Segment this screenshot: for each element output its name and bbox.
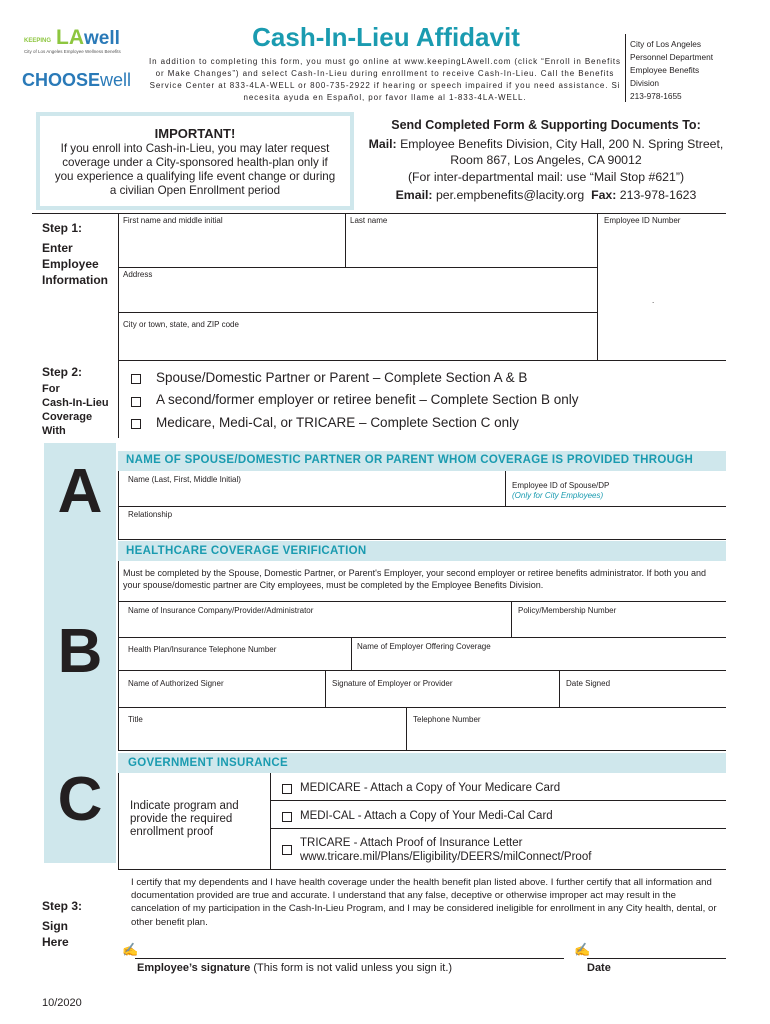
employer-name-field[interactable]: Name of Employer Offering Coverage	[357, 642, 491, 651]
keeping-la-well-logo	[22, 26, 134, 58]
important-box	[36, 112, 354, 210]
department-info	[630, 38, 713, 103]
header-instructions: In addition to completing this form, you must go online at www.keepingLAwell.com (click “Enroll in Benefits or Make Changes”) and select Cash-In-Lieu during enrollment to receive Cash-In-Lieu. Call the Benefits Service Center at 833-4LA-WELL or 800-735-2922 if hearing or speech impaired if you need assistance. Si necesita ayuda en Español, por favor llame al 1-833-4LA-WELL.	[149, 57, 621, 102]
tricare-url[interactable]: www.tricare.mil/Plans/Eligibility/DEERS/milConnect/Proof	[300, 851, 592, 863]
policy-divider	[511, 601, 512, 638]
section-a-bottom	[118, 539, 726, 540]
signature-pen-icon: ✍	[122, 942, 139, 957]
fax-label: Fax:	[591, 188, 617, 202]
send-mail	[366, 136, 726, 168]
form-title: Cash-In-Lieu Affidavit	[252, 22, 520, 52]
logo-well-text: well	[84, 28, 120, 49]
section-a-heading: NAME OF SPOUSE/DOMESTIC PARTNER OR PARENT WHOM COVERAGE IS PROVIDED THROUGH	[126, 454, 694, 466]
signer-row-bottom	[118, 707, 726, 708]
insurer-name-field[interactable]: Name of Insurance Company/Provider/Administrator	[128, 606, 314, 615]
option-spouse-label: Spouse/Domestic Partner or Parent – Complete Section A & B	[156, 370, 528, 385]
employer-divider	[351, 637, 352, 671]
dept-line: 213-978-1655	[630, 91, 682, 101]
policy-number-field[interactable]: Policy/Membership Number	[518, 606, 617, 615]
choose-text: CHOOSE	[22, 70, 101, 90]
employee-signature-line[interactable]	[135, 958, 564, 959]
step1-top-border	[32, 213, 726, 214]
city-row-bottom	[118, 360, 726, 361]
signer-telephone-field[interactable]: Telephone Number	[413, 715, 481, 724]
empid-divider	[597, 213, 598, 361]
date-caption: Date	[587, 962, 611, 974]
medi-cal-label: MEDI-CAL - Attach a Copy of Your Medi-Cal Card	[300, 810, 553, 822]
spouse-name-field[interactable]: Name (Last, First, Middle Initial)	[128, 475, 241, 484]
lastname-divider	[345, 213, 346, 268]
important-title: IMPORTANT!	[154, 126, 236, 141]
section-b-intro: Must be completed by the Spouse, Domestic Partner, or Parent's Employer, your second employer or retiree benefits administrator. If both you and your spouse/domestic partner are City employees, must be completed by the Employee Benefits Division.	[123, 568, 707, 590]
logo-la-text: LA	[56, 26, 84, 49]
relationship-field[interactable]: Relationship	[128, 510, 173, 519]
section-b-bottom	[118, 750, 726, 751]
logo-keeping-text: KEEPING	[24, 38, 52, 44]
option-spouse-checkbox[interactable]	[131, 374, 141, 384]
step1-subtitle: Enter Employee Information	[42, 241, 108, 287]
plan-phone-field[interactable]: Health Plan/Insurance Telephone Number	[128, 645, 277, 654]
fax-number: 213-978-1623	[619, 188, 697, 202]
spouse-employee-id-field[interactable]: Employee ID of Spouse/DP	[512, 481, 610, 490]
medicare-label: MEDICARE - Attach a Copy of Your Medicare Card	[300, 782, 561, 794]
send-interdept: (For inter-departmental mail: use “Mail Stop #621”)	[407, 170, 685, 184]
signature-divider-2	[559, 670, 560, 708]
phone-row-bottom	[118, 670, 726, 671]
email-label: Email:	[395, 188, 433, 202]
authorized-signer-field[interactable]: Name of Authorized Signer	[128, 679, 224, 688]
dept-line: Employee Benefits	[630, 65, 700, 75]
signature-note: (This form is not valid unless you sign it.)	[253, 962, 453, 974]
section-c-heading: GOVERNMENT INSURANCE	[128, 757, 288, 769]
step1-left-border	[118, 213, 119, 361]
logo-tagline: City of Los Angeles Employee Wellness Benefits	[24, 49, 121, 54]
address-row-bottom	[118, 312, 597, 313]
mail-address: Employee Benefits Division, City Hall, 200 N. Spring Street, Room 867, Los Angeles, CA 90012	[400, 137, 724, 167]
tricare-label: TRICARE - Attach Proof of Insurance Letter	[300, 837, 523, 849]
medi-cal-checkbox[interactable]	[282, 812, 292, 822]
section-c-instructions: Indicate program and provide the required enrollment proof	[130, 800, 239, 838]
email-address[interactable]: per.empbenefits@lacity.org	[435, 188, 585, 202]
step3-subtitle: Sign Here	[42, 919, 69, 949]
section-a-letter: A	[57, 457, 103, 526]
signature-divider-1	[325, 670, 326, 708]
header-divider	[625, 34, 626, 102]
section-c-options-border	[270, 773, 271, 870]
insurer-row-top	[118, 601, 726, 602]
telephone-divider	[406, 707, 407, 751]
certification-text: I certify that my dependents and I have health coverage under the health benefit plan listed above. I further certify that all information and documentation provided are true and accurate. I understand that any false, deceptive or otherwise improper act may result in the cancelation of my participation in the Cash-In-Lieu Program, and I may be considered ineligible for enrollment in any City health, dental, or other benefit plan.	[131, 877, 717, 928]
address-field[interactable]: Address	[123, 270, 153, 279]
send-title: Send Completed Form & Supporting Documents To:	[391, 118, 701, 132]
section-b-letter: B	[57, 617, 103, 686]
first-name-field[interactable]: First name and middle initial	[123, 216, 223, 225]
choose-well-text: well	[100, 70, 132, 90]
step1-title: Step 1:	[42, 221, 83, 235]
step3-title: Step 3:	[42, 899, 83, 913]
important-body: If you enroll into Cash-in-Lieu, you may later request coverage under a City-sponsored health-plan only if you experience a qualifying life event change or during a civilian Open Enrollment period	[54, 142, 336, 197]
form-version: 10/2020	[42, 997, 82, 1009]
step2-left-border	[118, 360, 119, 438]
dept-line: Personnel Department	[630, 52, 714, 62]
option-government-label: Medicare, Medi-Cal, or TRICARE – Complete Section C only	[156, 415, 519, 430]
date-line[interactable]	[587, 958, 726, 959]
last-name-field[interactable]: Last name	[350, 216, 388, 225]
insurer-row-bottom	[118, 637, 726, 638]
spouse-employee-id-note: (Only for City Employees)	[512, 491, 604, 500]
city-state-zip-field[interactable]: City or town, state, and ZIP code	[123, 320, 239, 329]
tricare-checkbox[interactable]	[282, 845, 292, 855]
employee-id-field[interactable]: Employee ID Number	[604, 216, 681, 225]
stray-dot: .	[652, 296, 655, 305]
dept-line: City of Los Angeles	[630, 39, 702, 49]
choose-well-logo	[22, 70, 131, 91]
employer-signature-field[interactable]: Signature of Employer or Provider	[332, 679, 453, 688]
medical-row-bottom	[270, 828, 726, 829]
step2-title: Step 2:	[42, 365, 83, 379]
section-c-left-border	[118, 773, 119, 870]
section-a-id-divider	[505, 471, 506, 507]
mail-label: Mail:	[368, 137, 397, 151]
section-c-bottom	[118, 869, 726, 870]
step2-subtitle: For Cash-In-Lieu Coverage With	[42, 383, 109, 437]
option-government-checkbox[interactable]	[131, 419, 141, 429]
signer-title-field[interactable]: Title	[128, 715, 143, 724]
dept-line: Division	[630, 78, 660, 88]
option-second-employer-label: A second/former employer or retiree benefit – Complete Section B only	[156, 392, 579, 407]
send-email-fax	[366, 186, 726, 204]
send-to-block	[366, 116, 726, 204]
section-b-left-border	[118, 561, 119, 751]
signature-label: Employee’s signature	[137, 962, 251, 974]
date-pen-icon: ✍	[574, 942, 591, 957]
option-second-employer-checkbox[interactable]	[131, 397, 141, 407]
section-c-letter: C	[57, 765, 103, 834]
section-b-heading: HEALTHCARE COVERAGE VERIFICATION	[126, 545, 367, 557]
medicare-checkbox[interactable]	[282, 784, 292, 794]
medicare-row-bottom	[270, 800, 726, 801]
date-signed-field[interactable]: Date Signed	[566, 679, 611, 688]
employee-signature-caption	[137, 962, 452, 974]
section-a-name-bottom	[118, 506, 726, 507]
name-row-bottom	[118, 267, 597, 268]
